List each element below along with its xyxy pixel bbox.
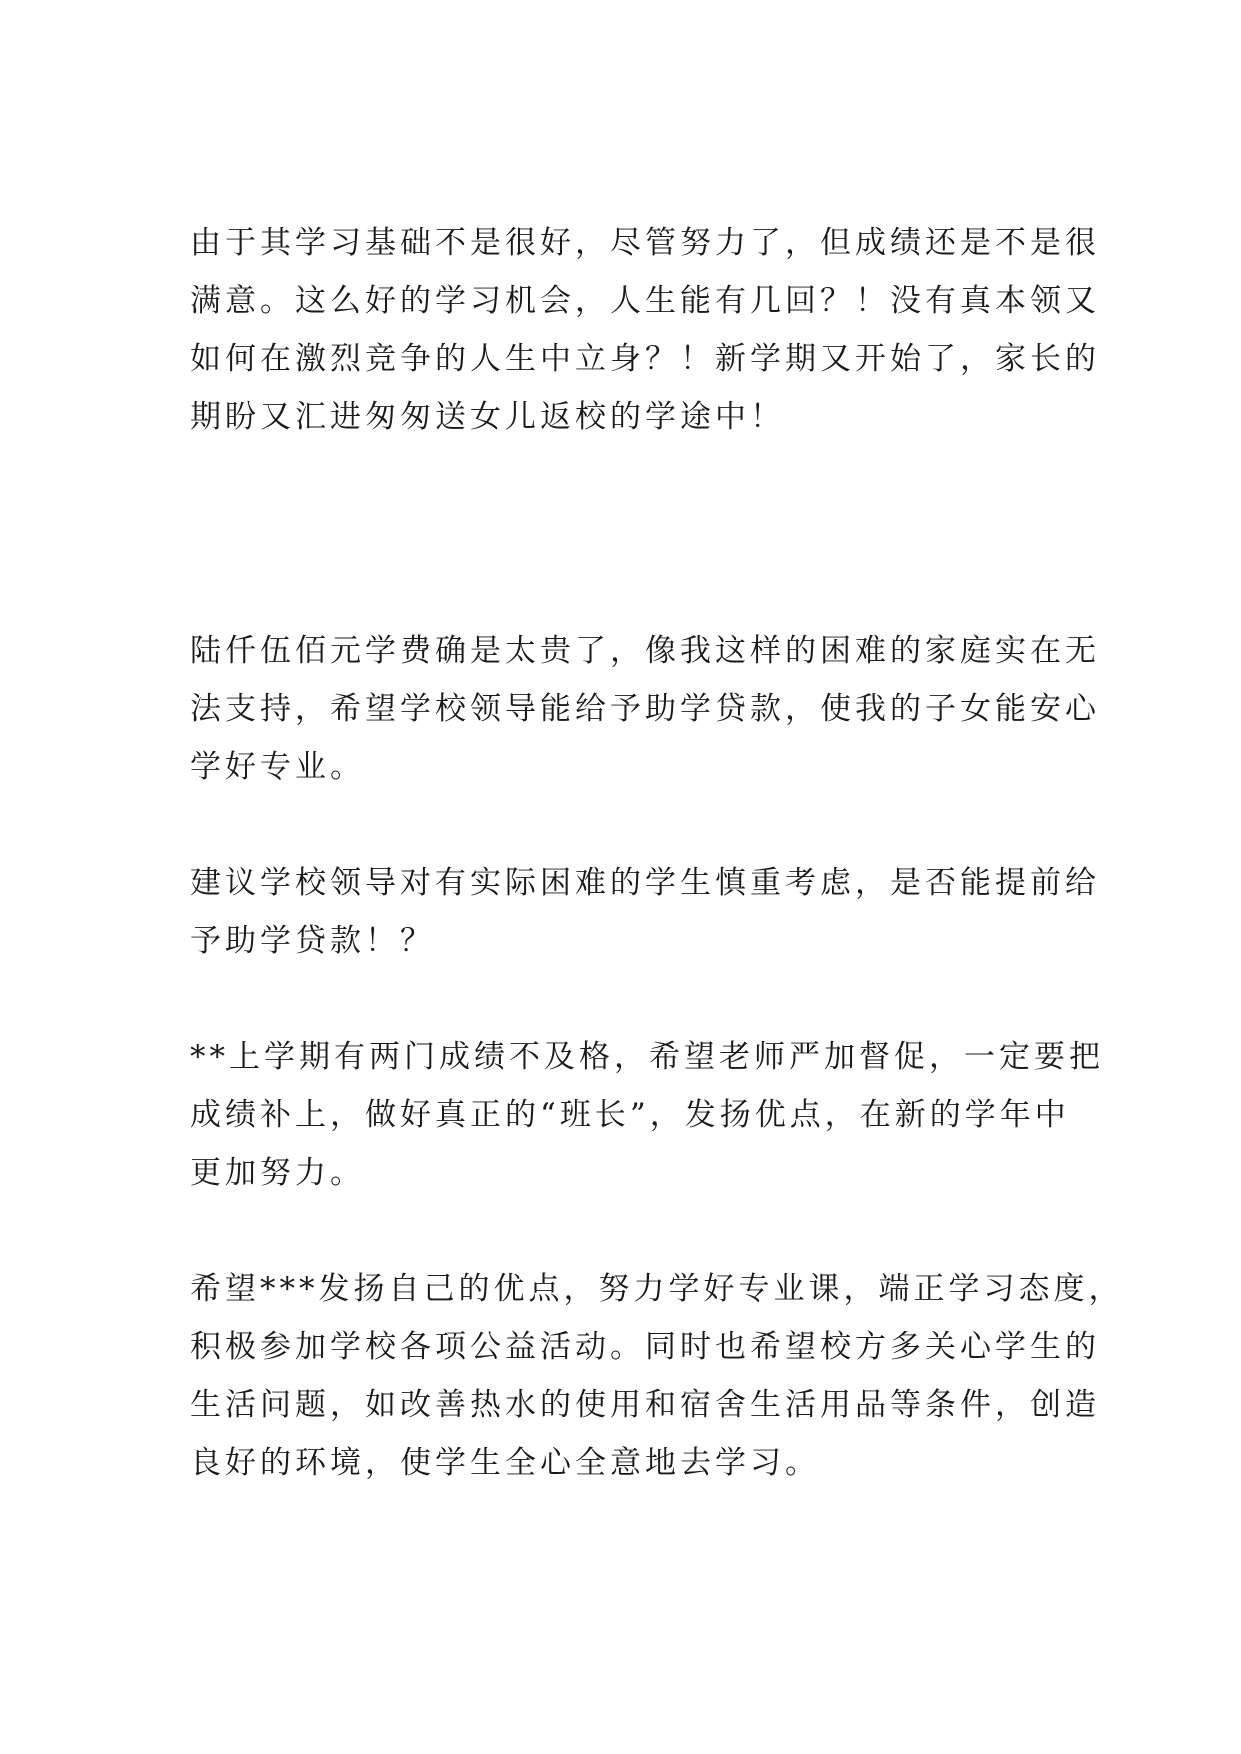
paragraph-line: 法支持，希望学校领导能给予助学贷款，使我的子女能安心	[190, 691, 1100, 727]
paragraph-tuition-request	[190, 622, 1100, 796]
paragraph-line: 陆仟伍佰元学费确是太贵了，像我这样的困难的家庭实在无	[190, 633, 1100, 669]
paragraph-line: 更加努力。	[190, 1155, 365, 1191]
paragraph-grade-supervision	[190, 1028, 1104, 1202]
paragraph-line: 良好的环境，使学生全心全意地去学习。	[190, 1445, 820, 1481]
paragraph-line: 予助学贷款！？	[190, 923, 435, 959]
paragraph-study-performance	[190, 214, 1100, 446]
paragraph-line: 建议学校领导对有实际困难的学生慎重考虑，是否能提前给	[190, 865, 1100, 901]
paragraph-line: **上学期有两门成绩不及格，希望老师严加督促，一定要把	[190, 1039, 1104, 1075]
paragraph-line: 成绩补上，做好真正的“班长”，发扬优点，在新的学年中	[190, 1097, 1070, 1133]
paragraph-line: 希望***发扬自己的优点，努力学好专业课，端正学习态度，	[190, 1271, 1124, 1307]
paragraph-line: 期盼又汇进匆匆送女儿返校的学途中！	[190, 399, 785, 435]
paragraph-line: 积极参加学校各项公益活动。同时也希望校方多关心学生的	[190, 1329, 1100, 1365]
paragraph-line: 学好专业。	[190, 749, 365, 785]
paragraph-line: 满意。这么好的学习机会，人生能有几回？！没有真本领又	[190, 283, 1100, 319]
paragraph-line: 由于其学习基础不是很好，尽管努力了，但成绩还是不是很	[190, 225, 1100, 261]
paragraph-hopes-for-school	[190, 1260, 1124, 1492]
paragraph-line: 如何在激烈竞争的人生中立身？！新学期又开始了，家长的	[190, 341, 1100, 377]
paragraph-loan-suggestion	[190, 854, 1100, 970]
paragraph-line: 生活问题，如改善热水的使用和宿舍生活用品等条件，创造	[190, 1387, 1100, 1423]
